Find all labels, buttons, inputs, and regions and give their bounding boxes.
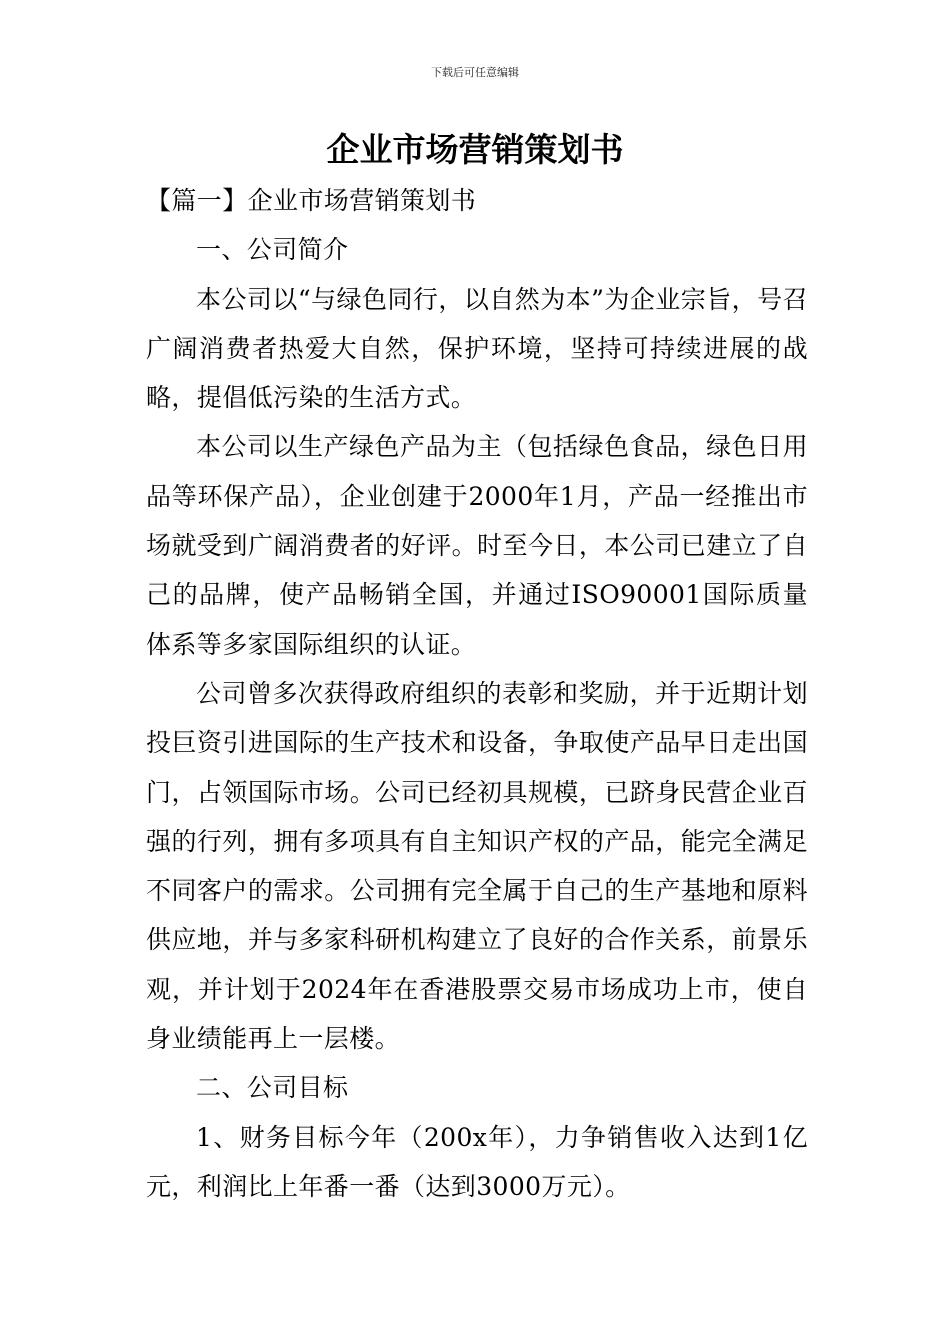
section-label: 【篇一】企业市场营销策划书: [146, 186, 477, 215]
heading-company-intro: 一、公司简介: [196, 235, 349, 265]
paragraph-financial-goal: 1、财务目标今年（200x年），力争销售收入达到1亿元，利润比上年番一番（达到3000万元）。: [146, 1122, 808, 1201]
paragraph-products: 本公司以生产绿色产品为主（包括绿色食品，绿色日用品等环保产品），企业创建于2000年1月，产品一经推出市场就受到广阔消费者的好评。时至今日，本公司已建立了自己的品牌，使产品畅销全国，并通过ISO90001国际质量体系等多家国际组织的认证。: [146, 432, 808, 659]
paragraph-mission: 本公司以“与绿色同行，以自然为本”为企业宗旨，号召广阔消费者热爱大自然，保护环境，坚持可持续进展的战略，提倡低污染的生活方式。: [146, 284, 808, 413]
document-body: [146, 176, 808, 1211]
document-title: 企业市场营销策划书: [326, 130, 624, 169]
heading-company-goals: 二、公司目标: [196, 1073, 349, 1103]
paragraph-achievements: 公司曾多次获得政府组织的表彰和奖励，并于近期计划投巨资引进国际的生产技术和设备，争取使产品早日走出国门，占领国际市场。公司已经初具规模，已跻身民营企业百强的行列，拥有多项具有自主知识产权的产品，能完全满足不同客户的需求。公司拥有完全属于自己的生产基地和原料供应地，并与多家科研机构建立了良好的合作关系，前景乐观，并计划于2024年在香港股票交易市场成功上市，使自身业绩能再上一层楼。: [146, 678, 808, 1054]
header-note: 下载后可任意编辑: [431, 66, 519, 79]
